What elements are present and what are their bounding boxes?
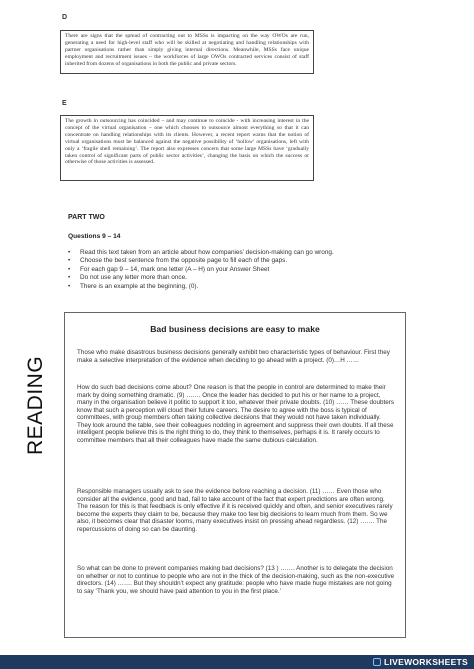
instructions-list [68,249,398,291]
part-two-heading: PART TWO [68,214,105,221]
article-paragraph-1: Those who make disastrous business decisions generally exhibit two characteristic types of behaviour. First they make a selective interpretation of the evidence when deciding to go ahead with a project. (0)…H …… [77,349,390,364]
liveworksheets-logo[interactable] [373,655,468,669]
section-e-box [60,115,314,181]
article-paragraph-2: How do such bad decisions come about? One reason is that the people in control are determined to make their mark by doing something dramatic. (9) ……. Once the leader has decided to put his or her name to a project, many in the organisation believe it politic to support it too, whatever their private doubts. (10) …… These doubters know that such a perception will cloud their future careers. The desire to agree with the boss is typical of committees, with group members often taking collective decisions that they would not have taken individually. They look around the table, see their colleagues nodding in agreement and suppress their own doubts. If all these intelligent people believe this is the right thing to do, they think to themselves, perhaps it is. It rarely occurs to committee members that all their colleagues have made the same dubious calculation. [77,384,394,444]
section-e-letter: E [62,100,67,107]
instruction-item: • There is an example at the beginning, (0). [68,283,398,291]
instruction-item: • For each gap 9 – 14, mark one letter (A – H) on your Answer Sheet [68,266,398,274]
section-e-text: The growth in outsourcing has coincided – and may continue to coincide - with increasing interest in the concept of the virtual organisation – one which chooses to outsource almost everything so that it can concentrate on handling relationships with its clients. However, a recent report warns that the notion of virtual organisations must be balanced against the negative possibility of ‘hollow’ organisations, left with only a ‘fragile shell remaining’. The report also expresses concern that some large MSSs have ‘gradually taken control of significant parts of public sector activities’, changing the basis on which the success or otherwise of those activities is assessed. [65,118,309,166]
instruction-item: • Choose the best sentence from the opposite page to fill each of the gaps. [68,257,398,265]
liveworksheets-brand: LIVEWORKSHEETS [383,657,468,667]
section-d-text: There are signs that the spread of contracting out to MSSs is impacting on the way OWOs are run, generating a need for high-level staff who will be skilled at negotiating and handling relationships with partner organisations rather than simply giving internal directions. Meanwhile, MSSs face unique employment and recruitment issues – the workforces of large OWOs contracted services consist of staff inherited from dozens of organisations in both the public and private sectors. [65,33,309,67]
article-paragraph-4: So what can be done to prevent companies making bad decisions? (13 ) ……. Another is to delegate the decision on whether or not to continue to people who are not in the thick of the decision-making, such as the non-executive directors. (14) ……. But they shouldn’t expect any gratitude: people who have made huge mistakes are not going to say ‘Thank you, we should have paid attention to you in the first place.’ [77,565,395,595]
section-d-letter: D [62,14,68,21]
reading-side-label: READING [24,355,47,455]
article-box [64,312,406,638]
liveworksheets-icon [373,658,381,666]
instruction-item: • Do not use any letter more than once. [68,274,398,282]
instruction-item: • Read this text taken from an article about how companies’ decision-making can go wrong. [68,249,398,257]
article-title: Bad business decisions are easy to make [150,324,320,334]
section-d-box [60,30,314,74]
questions-heading: Questions 9 – 14 [68,233,121,240]
article-paragraph-3: Responsible managers usually ask to see the evidence before reaching a decision. (11) …… Even those who consider all the evidence, good and bad, fail to take account of the fact that expert predictions are often wrong. The reason for this is that feedback is only effective if it is received quickly and often, and senior executives rarely become the experts they claim to be, because they make too few big decisions to learn much from them. So we also, it becomes clear that disaster looms, many executives insist on pressing ahead regardless. (12) ……. The repercussions of doing so can be daunting. [77,488,393,533]
